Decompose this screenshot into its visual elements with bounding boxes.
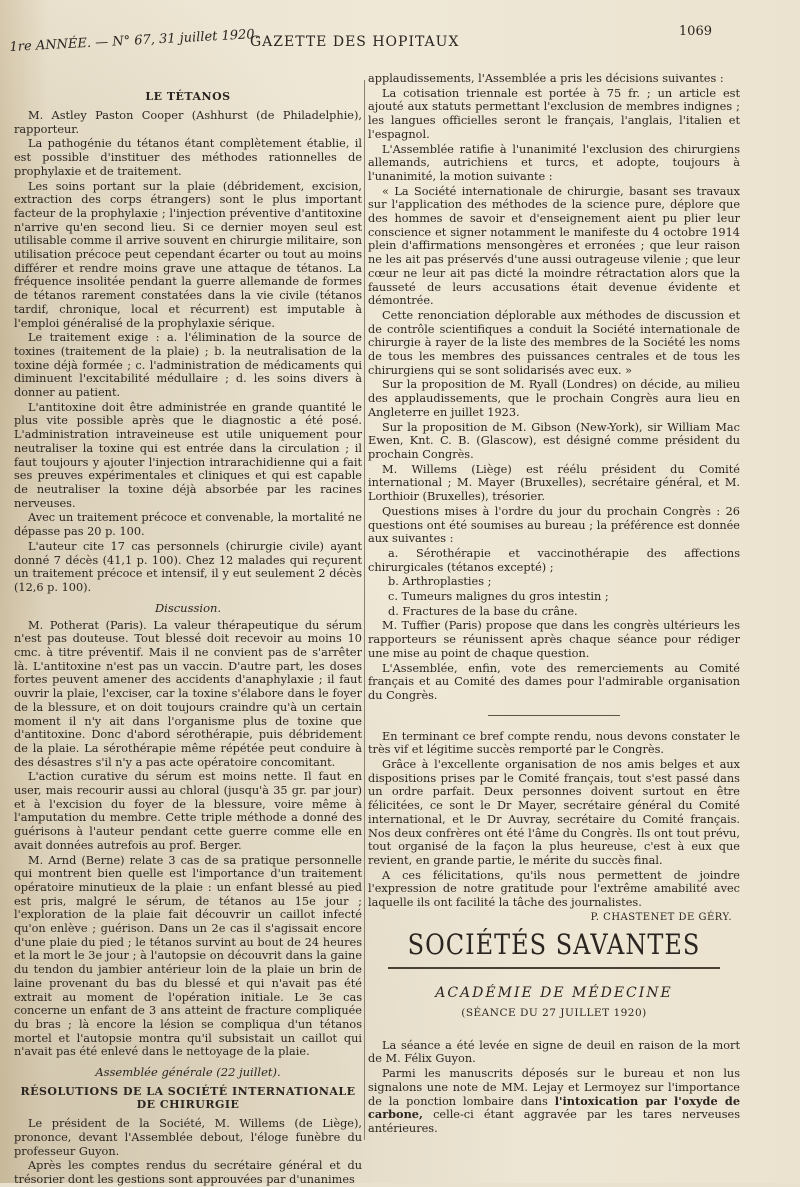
- motion-quote: « La Société internationale de chirurgie, basant ses travaux sur l'application des méthodes de la science pure, déplore que des hommes de savoir et d'enseignement aient pu plier leur conscience et signer notamment le manifeste du 4 octobre 1914 plein d'affirmations mensongères et erronées ; que leur raison ne les ait pas préservés d'une aussi outrageuse vilenie ; que leur cœur ne leur ait pas dicté la moindre rétractation alors que la fausseté de leurs accusations était devenue évidente et démontrée.: [368, 184, 740, 308]
- paragraph: Questions mises à l'ordre du jour du prochain Congrès : 26 questions ont été soumises au bureau ; la préférence est donnée aux suivantes :: [368, 504, 740, 546]
- paragraph: Le président de la Société, M. Willems (de Liège), prononce, devant l'Assemblée debout, l'éloge funèbre du professeur Guyon.: [14, 1117, 362, 1158]
- paragraph: Sur la proposition de M. Ryall (Londres) on décide, au milieu des applaudissements, que le prochain Congrès aura lieu en Angleterre en juillet 1923.: [368, 378, 740, 419]
- paragraph: Les soins portant sur la plaie (débridement, excision, extraction des corps étrangers) sont le plus important facteur de la prophylaxie ; l'injection préventive d'antitoxine n'arrive qu'en second lieu. Si ce dernier moyen seul est utilisable comme il arrive souvent en chirurgie militaire, son utilisation précoce peut cependant écarter ou tout au moins différer et rendre moins grave une attaque de tétanos. La fréquence insolitée pendant la guerre allemande de formes de tétanos rarement constatées dans la vie civile (tétanos tardif, chronique, local et récurrent) est imputable à l'emploi généralisé de la prophylaxie sérique.: [14, 179, 362, 330]
- paragraph: M. Tuffier (Paris) propose que dans les congrès ultérieurs les rapporteurs se réunissent après chaque séance pour rédiger une mise au point de chaque question.: [368, 619, 740, 660]
- paragraph: Sur la proposition de M. Gibson (New-York), sir William Mac Ewen, Knt. C. B. (Glascow), est désigné comme président du prochain Congrès.: [368, 420, 740, 461]
- paragraph: L'Assemblée ratifie à l'unanimité l'exclusion des chirurgiens allemands, autrichiens et turcs, et adopte, toujours à l'unanimité, la motion suivante :: [368, 142, 740, 183]
- left-column: [14, 84, 362, 1186]
- paragraph: L'action curative du sérum est moins nette. Il faut en user, mais recourir aussi au chloral (jusqu'à 35 gr. par jour) et à l'excision du foyer de la blessure, voire même à l'amputation du membre. Cette triple méthode a donné des guérisons à l'auteur pendant cette guerre comme elle en avait données autrefois au prof. Berger.: [14, 770, 362, 852]
- paragraph: La séance a été levée en signe de deuil en raison de la mort de M. Félix Guyon.: [368, 1038, 740, 1066]
- paragraph: En terminant ce bref compte rendu, nous devons constater le très vif et légitime succès remporté par le Congrès.: [368, 729, 740, 757]
- section-rule: [488, 715, 620, 716]
- bold-phrase: l'intoxication par l'oxyde de carbone,: [368, 1093, 741, 1122]
- academy-title: ACADÉMIE DE MÉDECINE: [435, 984, 673, 1001]
- list-item: d. Fractures de la base du crâne.: [388, 604, 578, 618]
- paragraph-text: Parmi les manuscrits déposés sur le bureau et non lus signalons une note de MM. Lejay et Lermoyez sur l'importance de la ponction lombaire dans: [368, 1067, 740, 1108]
- article-title: LE TÉTANOS: [145, 90, 231, 103]
- list-item: b. Arthroplasties ;: [388, 575, 492, 589]
- section-title-rule: [388, 967, 720, 969]
- seance-date: (SÉANCE DU 27 JUILLET 1920): [461, 1006, 647, 1019]
- issue-line: 1re ANNÉE. — N° 67, 31 juillet 1920.: [9, 26, 260, 55]
- paragraph: Après les comptes rendus du secrétaire général et du trésorier dont les gestions sont approuvées par d'unanimes: [14, 1159, 362, 1186]
- journal-title: GAZETTE DES HOPITAUX: [250, 34, 460, 50]
- paragraph: L'auteur cite 17 cas personnels (chirurgie civile) ayant donné 7 décès (41,1 p. 100). Chez 12 malades qui reçurent un traitement précoce et intensif, il y eut seulement 2 décès (12,6 p. 100).: [14, 539, 362, 594]
- author-signature: P. CHASTENET DE GÉRY.: [590, 911, 732, 923]
- paragraph: Cette renonciation déplorable aux méthodes de discussion et de contrôle scientifiques a conduit la Société internationale de chirurgie à rayer de la liste des membres de la Société les noms de tous les membres des puissances centrales et de tous les chirurgiens qui se sont solidarisés avec eux. »: [368, 308, 740, 377]
- resolutions-title: RÉSOLUTIONS DE LA SOCIÉTÉ INTERNATIONALE DE CHIRURGIE: [20, 1085, 356, 1112]
- list-item: a. Sérothérapie et vaccinothérapie des affections chirurgicales (tétanos excepté) ;: [368, 546, 740, 574]
- right-column: [368, 72, 741, 1135]
- paragraph: La pathogénie du tétanos étant complètement établie, il est possible d'instituer des méthodes rationnelles de prophylaxie et de traitement.: [14, 137, 362, 178]
- paragraph: La cotisation triennale est portée à 75 fr. ; un article est ajouté aux statuts permettant l'exclusion de membres indignes ; les langues officielles seront le français, l'anglais, l'italien et l'espagnol.: [368, 86, 740, 141]
- paragraph: Avec un traitement précoce et convenable, la mortalité ne dépasse pas 20 p. 100.: [14, 511, 362, 539]
- paragraph: M. Potherat (Paris). La valeur thérapeutique du sérum n'est pas douteuse. Tout blessé doit recevoir au moins 10 cmc. à titre préventif. Mais il ne convient pas de s'arrêter là. L'antitoxine n'est pas un vaccin. D'autre part, les doses fortes peuvent amener des accidents d'anaphylaxie ; il faut ouvrir la plaie, l'exciser, car la toxine s'élabore dans le foyer de la blessure, et on doit toujours craindre qu'à un certain moment il n'y ait dans l'organisme plus de toxine que d'antitoxine. Donc d'abord sérothérapie, puis débridement de la plaie. La sérothérapie même répétée peut conduire à des désastres s'il n'y a pas acte opératoire concomitant.: [14, 618, 362, 769]
- paragraph-end: celle-ci étant aggravée par les tares nerveuses antérieures.: [368, 1108, 740, 1135]
- paragraph: M. Willems (Liège) est réélu président du Comité international ; M. Mayer (Bruxelles), secrétaire général, et M. Lorthioir (Bruxelles), trésorier.: [368, 462, 740, 504]
- paragraph: applaudissements, l'Assemblée a pris les décisions suivantes :: [368, 72, 724, 85]
- section-title: SOCIÉTÉS SAVANTES: [407, 928, 701, 961]
- discussion-title: Discussion.: [154, 600, 222, 615]
- paragraph: Grâce à l'excellente organisation de nos amis belges et aux dispositions prises par le Comité français, tout s'est passé dans un ordre parfait. Deux personnes doivent surtout en être félicitées, ce sont le Dr Mayer, secrétaire général du Comité international, et le Dr Auvray, secrétaire du Comité français. Nos deux confrères ont été l'âme du Congrès. Ils ont tout prévu, tout organisé de la façon la plus heureuse, c'est à eux que revient, en grande partie, le mérite du succès final.: [368, 758, 740, 867]
- questions-list: [368, 547, 740, 619]
- paragraph: M. Arnd (Berne) relate 3 cas de sa pratique personnelle qui montrent bien quelle est l'importance d'un traitement opératoire minutieux de la plaie : un enfant blessé au pied est pris, malgré le sérum, de tétanos au 15e jour ; l'exploration de la plaie fait découvrir un caillot infecté qu'on enlève ; guérison. Dans un 2e cas il s'agissait encore d'une plaie du pied ; le tétanos survint au bout de 24 heures et la mort le 3e jour ; à l'autopsie on découvrit dans la gaine du tendon du jambier antérieur loin de la plaie un brin de laine provenant du bas du blessé et qui n'avait pas été extrait au moment de l'opération initiale. Le 3e cas concerne un enfant de 3 ans atteint de fracture compliquée du bras ; là encore la lésion se compliqua d'un tétanos mortel et l'autopsie montra qu'il subsistait un caillot qui n'avait pas été enlevé dans le nettoyage de la plaie.: [14, 853, 362, 1059]
- column-divider: [364, 80, 365, 1140]
- page-number: 1069: [678, 24, 712, 39]
- assembly-title: Assemblée générale (22 juillet).: [95, 1065, 281, 1080]
- rapporteur-line: M. Astley Paston Cooper (Ashhurst (de Philadelphie), rapporteur.: [14, 109, 362, 136]
- paragraph: A ces félicitations, qu'ils nous permettent de joindre l'expression de notre gratitude pour l'extrême amabilité avec laquelle ils ont facilité la tâche des journalistes.: [368, 868, 740, 910]
- paragraph: Le traitement exige : a. l'élimination de la source de toxines (traitement de la plaie) ; b. la neutralisation de la toxine déjà formée ; c. l'administration de médicaments qui diminuent l'excitabilité médullaire ; d. les soins divers à donner au patient.: [14, 331, 362, 400]
- list-item: c. Tumeurs malignes du gros intestin ;: [388, 590, 609, 604]
- page-header: [0, 22, 800, 62]
- paragraph: [368, 1067, 740, 1136]
- paragraph: L'Assemblée, enfin, vote des remerciements au Comité français et au Comité des dames pour l'admirable organisation du Congrès.: [368, 661, 740, 702]
- paragraph: L'antitoxine doit être administrée en grande quantité le plus vite possible après que le diagnostic a été posé. L'administration intraveineuse est utile uniquement pour neutraliser la toxine qui est entrée dans la circulation ; il faut toujours y ajouter l'injection intrarachidienne qui a fait ses preuves expérimentales et cliniques et qui est capable de neutraliser la toxine déjà absorbée par les racines nerveuses.: [14, 400, 362, 510]
